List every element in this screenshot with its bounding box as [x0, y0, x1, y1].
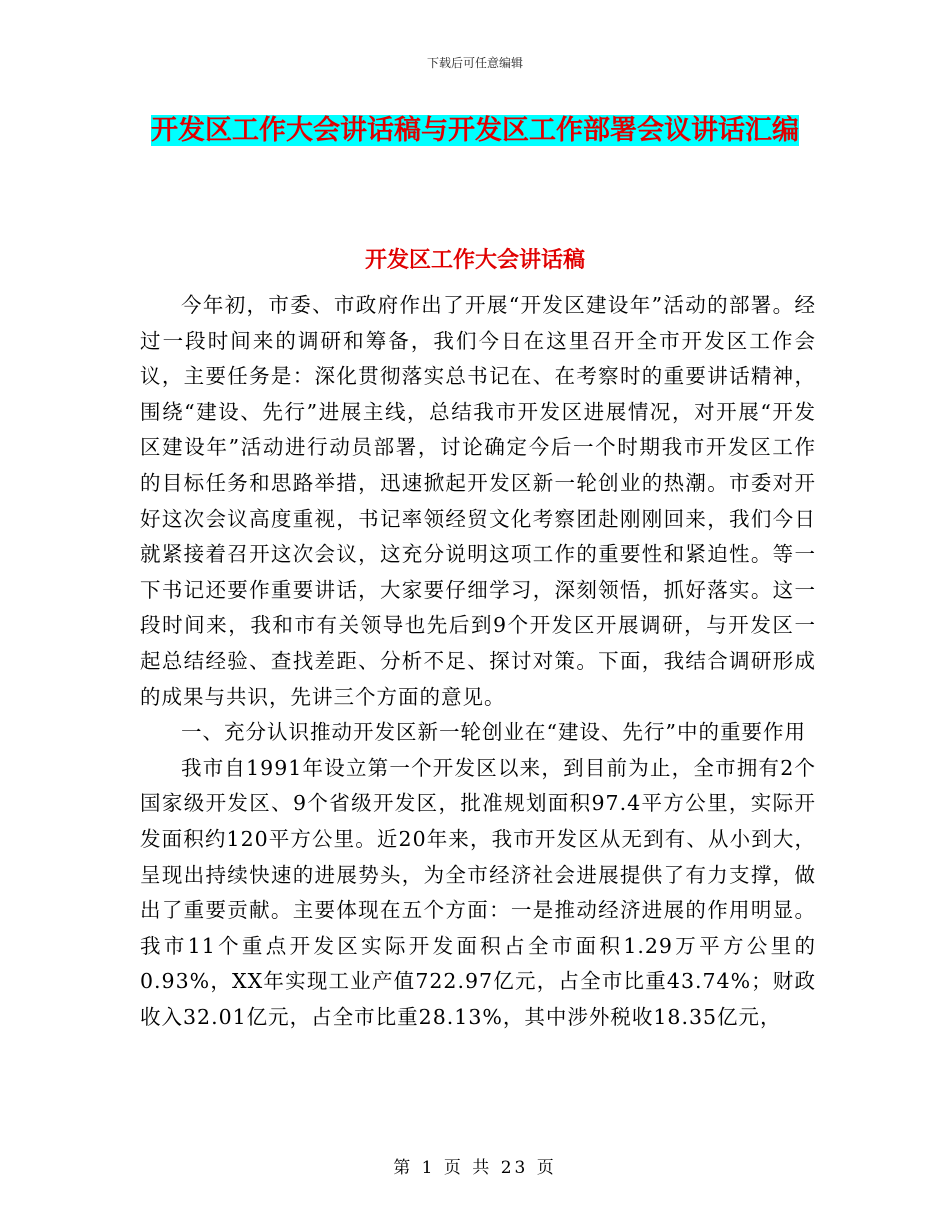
document-title-text: 开发区工作大会讲话稿与开发区工作部署会议讲话汇编	[151, 115, 799, 146]
body-paragraph-heading-1: 一、充分认识推动开发区新一轮创业在“建设、先行”中的重要作用	[181, 720, 806, 745]
page-number-footer: 第 1 页 共 23 页	[393, 1158, 557, 1178]
body-paragraph-intro: 今年初，市委、市政府作出了开展“开发区建设年”活动的部署。经过一段时间来的调研和筹备，我们今日在这里召开全市开发区工作会议，主要任务是：深化贯彻落实总书记在、在考察时的重要讲话精神，围绕“建设、先行”进展主线，总结我市开发区进展情况，对开展“开发区建设年”活动进行动员部署，讨论确定今后一个时期我市开发区工作的目标任务和思路举措，迅速掀起开发区新一轮创业的热潮。市委对开好这次会议高度重视，书记率领经贸文化考察团赴刚刚回来，我们今日就紧接着召开这次会议，这充分说明这项工作的重要性和紧迫性。等一下书记还要作重要讲话，大家要仔细学习，深刻领悟，抓好落实。这一段时间来，我和市有关领导也先后到9个开发区开展调研，与开发区一起总结经验、查找差距、分析不足、探讨对策。下面，我结合调研形成的成果与共识，先讲三个方面的意见。	[140, 293, 816, 709]
page-header-note: 下载后可任意编辑	[426, 56, 523, 70]
body-paragraph-history: 我市自1991年设立第一个开发区以来，到目前为止，全市拥有2个国家级开发区、9个省级开发区，批准规划面积97.4平方公里，实际开发面积约120平方公里。近20年来，我市开发区从无到有、从小到大，呈现出持续快速的进展势头，为全市经济社会进展提供了有力支撑，做出了重要贡献。主要体现在五个方面：一是推动经济进展的作用明显。我市11个重点开发区实际开发面积占全市面积1.29万平方公里的0.93%，XX年实现工业产值722.97亿元，占全市比重43.74%；财政收入32.01亿元，占全市比重28.13%，其中涉外税收18.35亿元，	[140, 755, 816, 1029]
section-title: 开发区工作大会讲话稿	[364, 247, 585, 273]
document-title	[140, 108, 810, 154]
document-body	[140, 288, 816, 1035]
